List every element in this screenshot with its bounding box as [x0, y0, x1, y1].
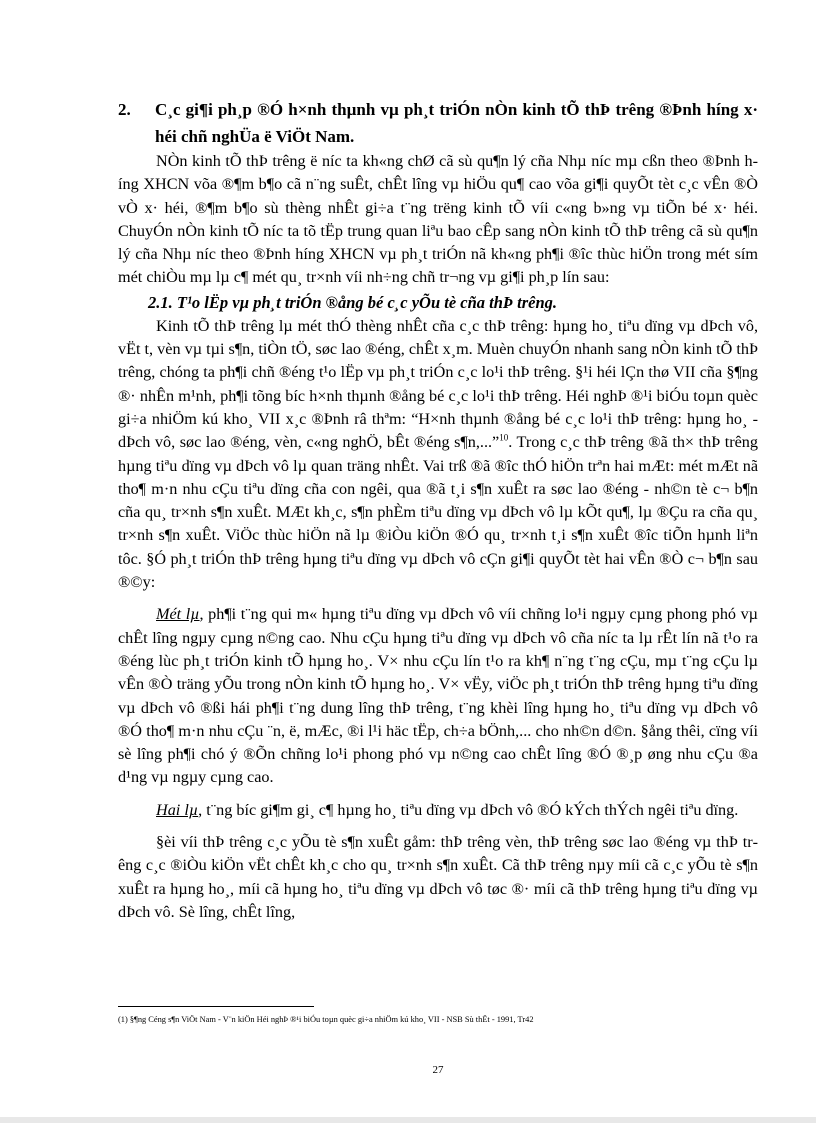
market-paragraph-continued: . Trong c¸c thÞ trêng ®ã th× thÞ trêng hµng tiªu dïng vµ dÞch vô lµ quan träng nhÊt. Vai trß ®ã ®îc thÓ hiÖn trªn hai mÆt: mét mÆt nã tho¶ m·n nhu cÇu tiªu dïng cña con ngêi, qua ®ã t¸i s¶n xuÊt ra søc lao ®éng - nh©n tè c¬ b¶n cña qu¸ tr×nh s¶n xuÊt. MÆt kh¸c, s¶n phÈm tiªu dïng vµ dÞch vô lµ kÕt qu¶, lµ ®Çu ra cña qu¸ tr×nh s¶n xuÊt. ViÖc thùc hiÖn nã lµ ®iÒu kiÖn ®Ó qu¸ tr×nh t¸i s¶n xuÊt ®îc tiÕn hµnh liªn tôc. §Ó ph¸t triÓn thÞ trêng hµng tiªu dïng vµ dÞch vô cÇn gi¶i quyÕt tèt hai vÊn ®Ò c¬ b¶n sau ®©y: [118, 433, 758, 592]
market-paragraph-text: Kinh tÕ thÞ trêng lµ mét thÓ thèng nhÊt cña c¸c thÞ trêng: hµng ho¸ tiªu dïng vµ dÞch vô, vËt t, vèn vµ tµi s¶n, tiÒn tÖ, søc lao ®éng, chÊt x¸m. Muèn chuyÓn nhanh sang nÒn kinh tÕ thÞ trêng, chóng ta ph¶i chñ ®éng t¹o lËp vµ ph¸t triÓn c¸c lo¹i thÞ trêng. §¹i héi lÇn thø VII cña §¶ng ®· nhÊn m¹nh, ph¶i tõng bíc h×nh thµnh ®ång bé c¸c lo¹i thÞ trêng. Héi nghÞ ®¹i biÓu toµn quèc gi÷a nhiÖm kú kho¸ VII x¸c ®Þnh râ thªm: “H×nh thµnh ®ång bé c¸c lo¹i thÞ trêng: hµng ho¸ - dÞch vô, søc lao ®éng, vèn, c«ng nghÖ, bÊt ®éng s¶n,...” [118, 316, 758, 452]
section-heading [118, 96, 758, 150]
point-one-paragraph [118, 603, 758, 789]
footnote-divider [118, 1006, 314, 1007]
market-paragraph [118, 315, 758, 595]
body-text [118, 150, 758, 924]
factors-paragraph: §èi víi thÞ trêng c¸c yÕu tè s¶n xuÊt gåm: thÞ trêng vèn, thÞ trêng søc lao ®éng vµ thÞ trêng c¸c ®iÒu kiÖn vËt chÊt kh¸c cho qu¸ tr×nh s¶n xuÊt. Cã thÞ trêng nµy míi cã c¸c yÕu tè s¶n xuÊt ra hµng ho¸, míi cã hµng ho¸ tiªu dïng vµ dÞch vô tøc ®· míi cã thÞ trêng hµng tiªu dïng vµ dÞch vô. Sè lîng, chÊt lîng, [118, 833, 758, 921]
point-one-lead: Mét lµ [156, 605, 200, 624]
point-one-text: , ph¶i t¨ng qui m« hµng tiªu dïng vµ dÞch vô víi chñng lo¹i ngµy cµng phong phó vµ chÊt lîng ngµy cµng n©ng cao. Nhu cÇu hµng tiªu dïng vµ dÞch vô cña níc ta lµ rÊt lín nã t¹o ra ®éng lùc ph¸t triÓn kinh tÕ hµng ho¸. V× nhu cÇu lín t¹o ra kh¶ n¨ng t¨ng cÇu, mµ t¨ng cÇu lµ vÊn ®Ò träng yÕu trong nÒn kinh tÕ hµng ho¸. V× vËy, viÖc ph¸t triÓn thÞ trêng hµng tiªu dïng vµ dÞch vô ®ßi hái ph¶i t¨ng dung lîng thÞ trêng, t¨ng khèi lîng hµng ho¸ tiªu dïng vµ dÞch vô ®Ó tho¶ m·n nhu cÇu ¨n, ë, mÆc, ®i l¹i häc tËp, ch÷a bÖnh,... cho nh©n d©n. §ång thêi, cïng víi sè lîng ph¶i chó ý ®Õn chñng lo¹i phong phó vµ n©ng cao chÊt lîng ®Ó ®¸p øng nhu cÇu ®a d¹ng vµ ngµy cµng cao. [118, 605, 758, 787]
page-bottom-edge [0, 1117, 816, 1123]
section-title: C¸c gi¶i ph¸p ®Ó h×nh thµnh vµ ph¸t triÓn nÒn kinh tÕ thÞ trêng ®Þnh híng x· héi chñ nghÜa ë ViÖt Nam. [155, 100, 758, 146]
point-two-text: , t¨ng bíc gi¶m gi¸ c¶ hµng ho¸ tiªu dïng vµ dÞch vô ®Ó kÝch thÝch ngêi tiªu dïng. [198, 800, 739, 819]
footnote-reference: 10 [499, 432, 509, 443]
section-number: 2. [118, 100, 131, 119]
intro-paragraph: NÒn kinh tÕ thÞ trêng ë níc ta kh«ng chØ cã sù qu¶n lý cña Nhµ níc mµ cßn theo ®Þnh híng XHCN võa ®¶m b¶o cã n¨ng suÊt, chÊt lîng vµ hiÖu qu¶ cao võa gi¶i quyÕt tèt c¸c vÊn ®Ò vÒ x· héi, ®¶m b¶o sù thèng nhÊt gi÷a t¨ng trëng kinh tÕ víi c«ng b»ng vµ tiÕn bé x· héi. ChuyÓn nÒn kinh tÕ níc ta tõ tËp trung quan liªu bao cÊp sang nÒn kinh tÕ thÞ trêng cã sù qu¶n lý cña Nhµ níc theo ®Þnh híng XHCN vµ ph¸t triÓn nã kh«ng ph¶i ®îc thùc hiÖn trong mét sím mét chiÒu mµ lµ c¶ mét qu¸ tr×nh víi nh÷ng chñ tr¬ng vµ gi¶i ph¸p lín sau: [118, 152, 758, 287]
footnote-text: (1) §¶ng Céng s¶n ViÖt Nam - V¨n kiÖn Héi nghÞ ®¹i biÓu toµn quèc gi÷a nhiÖm kú kho¸ VII - NSB Sù thËt - 1991, Tr42 [118, 1015, 534, 1024]
page-number: 27 [432, 1064, 444, 1076]
point-two-paragraph [118, 799, 758, 822]
subsection-heading: 2.1. T¹o lËp vµ ph¸t triÓn ®ång bé c¸c yÕu tè cña thÞ trêng. [148, 292, 558, 312]
point-two-lead: Hai lµ [156, 800, 199, 819]
